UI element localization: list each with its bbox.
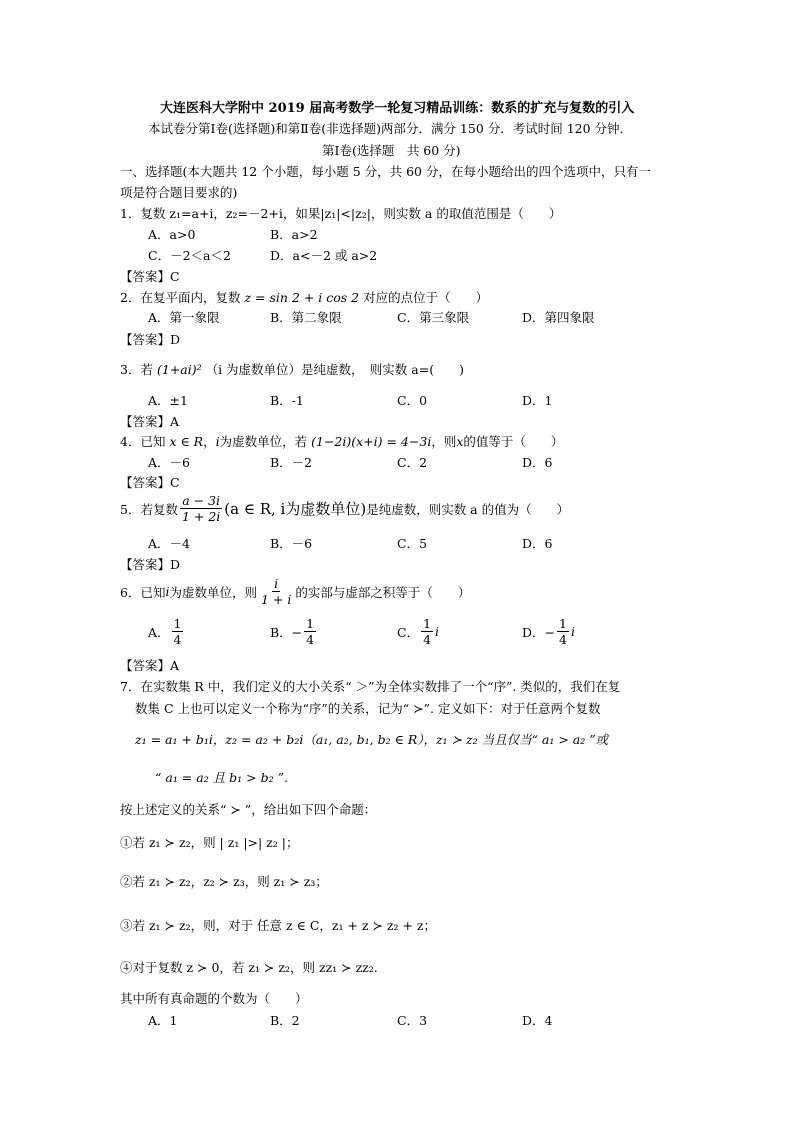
question-4-stem-mid-2: 为虚数单位，若: [219, 434, 308, 449]
part-heading: 第Ⅰ卷(选择题 共 60 分): [322, 143, 461, 158]
question-4-option-b: B．－2: [270, 455, 313, 470]
question-6-option-a-numerator: 1: [173, 616, 182, 631]
question-6-option-a-denominator: 4: [173, 632, 182, 647]
question-2-stem-pre: 2．在复平面内，复数: [120, 290, 241, 305]
question-6-option-d-denominator: 4: [559, 632, 567, 647]
question-7-line5: 按上述定义的关系“ ≻ ”，给出如下四个命题：: [120, 802, 377, 817]
question-3-stem-math: (1+ai)²: [156, 362, 202, 377]
question-4-option-a: A．－6: [148, 455, 190, 470]
question-6-option-b-fraction: [304, 616, 316, 647]
question-6-option-b: [270, 616, 318, 647]
question-3-option-c: C．0: [397, 393, 428, 408]
document-title: 大连医科大学附中 2019 届高考数学一轮复习精品训练：数系的扩充与复数的引入: [160, 101, 635, 116]
question-3-answer: 【答案】A: [120, 414, 180, 429]
question-4-option-c: C．2: [397, 455, 428, 470]
question-7-option-a: A．1: [148, 1013, 178, 1028]
question-6-option-c-denominator: 4: [423, 632, 432, 647]
question-7-line1: 7．在实数集 R 中，我们定义的大小关系“ ＞”为全体实数排了一个“序”. 类似的，我们在复: [120, 679, 621, 694]
question-6-fraction: [259, 576, 293, 607]
question-6-option-c: [397, 616, 439, 647]
question-7-proposition-1: ①若 z₁ ≻ z₂，则 | z₁ |>| z₂ |；: [120, 835, 299, 850]
question-5-option-b: B．－6: [270, 536, 313, 551]
question-6-option-b-numerator: 1: [306, 616, 315, 631]
question-4-answer: 【答案】C: [120, 475, 180, 490]
question-2-stem-post: 对应的点位于（ ）: [363, 290, 489, 305]
question-6-option-b-label: B．−: [270, 624, 303, 640]
question-6-numerator: i: [274, 576, 279, 591]
question-6-stem: [120, 576, 470, 607]
exam-instructions: 本试卷分第Ⅰ卷(选择题)和第Ⅱ卷(非选择题)两部分．满分 150 分．考试时间 120 分钟．: [148, 121, 633, 136]
question-6-option-d: [522, 616, 575, 647]
question-4-stem-post: 的值等于（ ）: [463, 434, 564, 449]
question-5-stem: [120, 493, 569, 524]
question-6-option-c-fraction: [421, 616, 433, 647]
question-2-answer: 【答案】D: [120, 332, 181, 347]
question-1-option-a: A．a>0: [148, 227, 196, 242]
question-7-option-c: C．3: [397, 1013, 428, 1028]
question-5-option-c: C．5: [397, 536, 428, 551]
question-6-option-c-label: C．: [397, 624, 420, 640]
question-6-denominator: 1 + i: [260, 592, 292, 607]
question-3-option-a: A．±1: [148, 393, 188, 408]
question-4-stem: [120, 432, 563, 450]
question-6-option-b-denominator: 4: [306, 632, 315, 647]
question-5-numerator: a − 3i: [182, 493, 221, 508]
question-7-line3: z₁ = a₁ + b₁i，z₂ = a₂ + b₂i（a₁, a₂, b₁, b₂ ∈ R），z₁ ≻ z₂ 当且仅当“ a₁ > a₂ ”或: [135, 732, 609, 747]
question-1-option-d: D．a<－2 或 a>2: [270, 248, 378, 263]
question-4-math-2: i: [215, 434, 220, 449]
question-4-stem-mid-3: ，则: [431, 434, 457, 449]
section-heading-line1: 一、选择题(本大题共 12 个小题，每小题 5 分，共 60 分，在每小题给出的四个选项中，只有一: [120, 164, 651, 179]
question-6-answer: 【答案】A: [120, 658, 180, 673]
question-2-stem-math: z = sin 2 + i cos 2: [244, 290, 360, 305]
question-3-stem: [120, 360, 464, 378]
question-7-line6: 其中所有真命题的个数为（ ）: [120, 991, 308, 1006]
question-4-stem-mid-1: ，: [203, 434, 216, 449]
question-2-option-b: B．第二象限: [270, 310, 342, 325]
question-5-fraction: [180, 493, 222, 524]
question-7-option-d: D．4: [522, 1013, 553, 1028]
question-5-stem-pre: 5．若复数: [120, 501, 178, 517]
question-6-option-a-label: A．: [148, 624, 170, 640]
question-3-stem-post: （i 为虚数单位）是纯虚数， 则实数 a=( ): [205, 362, 464, 377]
question-5-option-d: D．6: [522, 536, 553, 551]
question-5-answer: 【答案】D: [120, 557, 181, 572]
section-heading-line2: 项是符合题目要求的): [120, 185, 238, 200]
question-4-option-d: D．6: [522, 455, 553, 470]
question-3-option-b: B．-1: [270, 393, 304, 408]
question-6-option-d-suffix: i: [570, 624, 575, 639]
question-4-math-4: x: [456, 434, 464, 449]
question-1-option-c: C．－2＜a＜2: [148, 248, 231, 263]
question-2-option-d: D．第四象限: [522, 310, 595, 325]
question-1-answer: 【答案】C: [120, 269, 180, 284]
question-7-line2: 数集 C 上也可以定义一个称为“序”的关系，记为“ ≻”. 定义如下：对于任意两个复数: [135, 701, 601, 716]
question-7-line4: “ a₁ = a₂ 且 b₁ > b₂ ”.: [155, 770, 288, 785]
question-2-option-a: A．第一象限: [148, 310, 220, 325]
question-6-option-a-fraction: [172, 616, 184, 647]
question-6-stem-pre: 6．已知: [120, 584, 166, 600]
question-7-proposition-4: ④对于复数 z ≻ 0，若 z₁ ≻ z₂，则 zz₁ ≻ zz₂.: [120, 960, 378, 975]
question-6-stem-post: 的实部与虚部之积等于（ ）: [295, 584, 471, 600]
question-3-option-d: D．1: [522, 393, 553, 408]
question-7-proposition-2: ②若 z₁ ≻ z₂，z₂ ≻ z₃，则 z₁ ≻ z₃；: [120, 874, 328, 889]
question-1-option-b: B．a>2: [270, 227, 318, 242]
question-6-option-d-label: D．−: [522, 624, 555, 640]
question-6-option-d-numerator: 1: [559, 616, 567, 631]
question-1-stem: 1．复数 z₁=a+i，z₂=－2+i，如果|z₁|<|z₂|，则实数 a 的取值范围是（ ）: [120, 206, 562, 221]
question-5-stem-math: (a ∈ R, i为虚数单位): [224, 500, 367, 518]
question-3-stem-pre: 3．若: [120, 362, 153, 377]
question-4-stem-pre: 4．已知: [120, 434, 166, 449]
question-6-option-d-fraction: [557, 616, 569, 647]
question-6-option-a: [148, 616, 185, 647]
question-5-stem-post: 是纯虚数，则实数 a 的值为（ ）: [366, 501, 570, 517]
question-5-option-a: A．－4: [148, 536, 190, 551]
question-6-option-c-suffix: i: [435, 624, 440, 639]
question-6-math-1: i: [165, 584, 170, 599]
question-6-stem-mid: 为虚数单位，则: [169, 584, 257, 600]
question-7-option-b: B．2: [270, 1013, 300, 1028]
question-7-proposition-3: ③若 z₁ ≻ z₂，则，对于 任意 z ∈ C，z₁ + z ≻ z₂ + z；: [120, 918, 437, 933]
question-6-option-c-numerator: 1: [423, 616, 432, 631]
question-2-option-c: C．第三象限: [397, 310, 470, 325]
question-2-stem: [120, 288, 488, 306]
question-5-denominator: 1 + 2i: [181, 509, 221, 524]
question-4-math-3: (1−2i)(x+i) = 4−3i: [311, 434, 432, 449]
question-4-math-1: x ∈ R: [169, 434, 204, 449]
